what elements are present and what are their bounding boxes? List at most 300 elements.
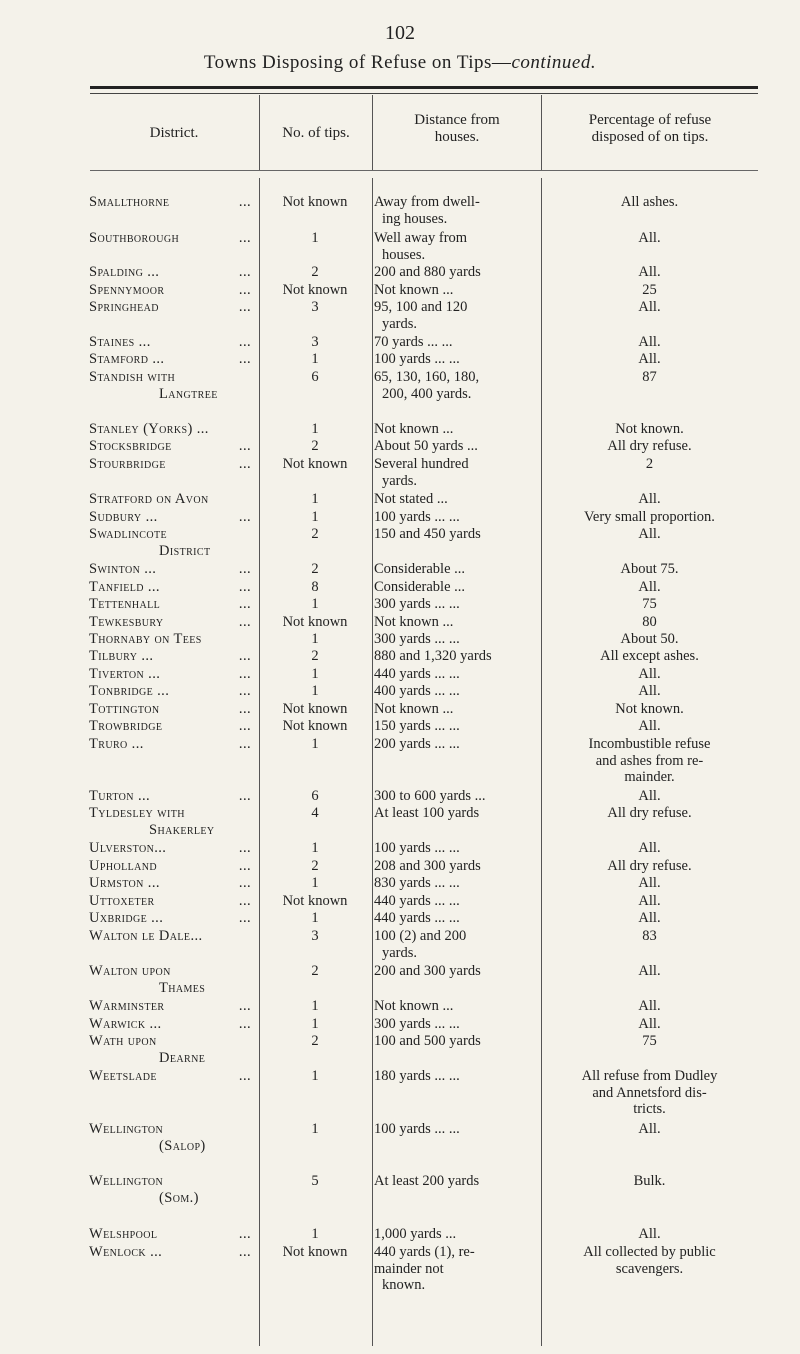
district-name-cont: ... bbox=[238, 736, 251, 752]
tips-cell: Not known bbox=[282, 1244, 348, 1260]
district-cell bbox=[89, 614, 259, 631]
district-name-cont: (Som.) bbox=[159, 1189, 199, 1206]
distance-line: 1,000 yards ... bbox=[374, 1226, 457, 1242]
percentage-cell bbox=[542, 561, 757, 578]
distance-cell bbox=[374, 963, 538, 980]
distance-cell bbox=[374, 334, 538, 351]
distance-cell bbox=[374, 579, 538, 596]
percentage-line: All. bbox=[638, 875, 661, 891]
district-name: Stanley (Yorks) ... bbox=[89, 421, 209, 437]
district-name: Sudbury ... bbox=[89, 509, 158, 525]
distance-line: houses. bbox=[382, 246, 426, 263]
distance-line: 440 yards ... ... bbox=[374, 666, 460, 682]
percentage-line: All dry refuse. bbox=[607, 858, 692, 874]
header-district: District. bbox=[149, 125, 199, 141]
district-name-cont: ... bbox=[238, 1068, 251, 1084]
district-name: Wellington bbox=[89, 1121, 164, 1137]
percentage-cell bbox=[542, 526, 757, 543]
tips-cell: 1 bbox=[311, 1068, 319, 1084]
percentage-cell bbox=[542, 299, 757, 316]
distance-line: Considerable ... bbox=[374, 579, 466, 595]
percentage-line: About 50. bbox=[620, 631, 679, 647]
tips-cell: 1 bbox=[311, 1226, 319, 1242]
distance-line: 95, 100 and 120 bbox=[374, 299, 468, 315]
tips-cell: Not known bbox=[282, 718, 348, 734]
percentage-line: All. bbox=[638, 666, 661, 682]
distance-line: 100 yards ... ... bbox=[374, 509, 460, 525]
percentage-cell bbox=[542, 579, 757, 596]
percentage-line: 2 bbox=[645, 456, 654, 472]
tips-cell: 2 bbox=[311, 648, 319, 664]
tips-cell: 6 bbox=[311, 788, 319, 804]
header-distance-line-2: houses. bbox=[434, 129, 480, 145]
percentage-cell bbox=[542, 1068, 757, 1118]
distance-line: 100 yards ... ... bbox=[374, 1121, 460, 1137]
distance-line: yards. bbox=[382, 472, 418, 489]
distance-cell bbox=[374, 230, 538, 263]
percentage-cell bbox=[542, 858, 757, 875]
district-name-cont: ... bbox=[238, 998, 251, 1014]
distance-cell bbox=[374, 631, 538, 648]
district-name-cont: ... bbox=[238, 718, 251, 734]
tips-cell: 1 bbox=[311, 910, 319, 926]
percentage-cell bbox=[542, 421, 757, 438]
distance-line: 100 and 500 yards bbox=[374, 1033, 481, 1049]
percentage-cell bbox=[542, 1244, 757, 1277]
district-name: Swadlincote bbox=[89, 526, 168, 542]
distance-cell bbox=[374, 561, 538, 578]
percentage-cell bbox=[542, 805, 757, 822]
tips-cell: Not known bbox=[282, 194, 348, 210]
district-name-cont: Thames bbox=[159, 979, 206, 996]
district-cell bbox=[89, 369, 259, 402]
district-name: Southborough bbox=[89, 230, 180, 246]
district-name: Tettenhall bbox=[89, 596, 161, 612]
district-cell bbox=[89, 1173, 259, 1206]
district-name: Standish with bbox=[89, 369, 176, 385]
tips-cell: 1 bbox=[311, 230, 319, 246]
distance-cell bbox=[374, 194, 538, 227]
distance-line: 400 yards ... ... bbox=[374, 683, 460, 699]
title-main: Towns Disposing of Refuse on Tips— bbox=[203, 52, 512, 73]
distance-line: Not known ... bbox=[374, 701, 454, 717]
percentage-cell bbox=[542, 282, 757, 299]
tips-cell: 1 bbox=[311, 491, 319, 507]
district-name: Tyldesley with bbox=[89, 805, 185, 821]
district-cell bbox=[89, 736, 259, 753]
percentage-cell bbox=[542, 351, 757, 368]
district-cell bbox=[89, 194, 259, 211]
percentage-cell bbox=[542, 1016, 757, 1033]
district-name: Upholland bbox=[89, 858, 157, 874]
district-name-cont: Langtree bbox=[159, 385, 218, 402]
distance-line: 65, 130, 160, 180, bbox=[374, 369, 480, 385]
distance-line: At least 200 yards bbox=[374, 1173, 480, 1189]
tips-cell: 1 bbox=[311, 1121, 319, 1137]
percentage-line: 75 bbox=[642, 596, 657, 612]
district-cell bbox=[89, 718, 259, 735]
district-name-cont: ... bbox=[238, 282, 251, 298]
percentage-line: All. bbox=[638, 1121, 661, 1137]
district-name: Truro ... bbox=[89, 736, 144, 752]
district-name-cont: ... bbox=[238, 858, 251, 874]
percentage-line: All. bbox=[638, 230, 661, 246]
percentage-line: All. bbox=[638, 840, 661, 856]
district-name-cont: ... bbox=[238, 893, 251, 909]
percentage-line: 87 bbox=[642, 369, 657, 385]
district-cell bbox=[89, 910, 259, 927]
distance-cell bbox=[374, 1121, 538, 1138]
percentage-line: All ashes. bbox=[620, 194, 679, 210]
percentage-line: scavengers. bbox=[615, 1260, 684, 1277]
district-cell bbox=[89, 701, 259, 718]
district-cell bbox=[89, 456, 259, 473]
percentage-line: All. bbox=[638, 579, 661, 595]
tips-cell: 2 bbox=[311, 561, 319, 577]
body-divider-1 bbox=[259, 178, 260, 1346]
distance-line: 300 yards ... ... bbox=[374, 596, 460, 612]
district-name-cont: ... bbox=[238, 1016, 251, 1032]
distance-line: Not known ... bbox=[374, 614, 454, 630]
district-name: Tonbridge ... bbox=[89, 683, 170, 699]
district-name: Walton upon bbox=[89, 963, 171, 979]
distance-line: 440 yards ... ... bbox=[374, 910, 460, 926]
distance-cell bbox=[374, 438, 538, 455]
tips-cell: 2 bbox=[311, 1033, 319, 1049]
tips-cell: 3 bbox=[311, 299, 319, 315]
tips-cell: 1 bbox=[311, 1016, 319, 1032]
tips-cell: Not known bbox=[282, 456, 348, 472]
distance-cell bbox=[374, 299, 538, 332]
distance-line: Not stated ... bbox=[374, 491, 448, 507]
distance-cell bbox=[374, 1068, 538, 1085]
distance-line: Several hundred bbox=[374, 456, 469, 472]
district-cell bbox=[89, 1068, 259, 1085]
tips-cell: 2 bbox=[311, 858, 319, 874]
distance-line: 300 to 600 yards ... bbox=[374, 788, 486, 804]
percentage-cell bbox=[542, 736, 757, 786]
district-cell bbox=[89, 491, 259, 508]
district-cell bbox=[89, 631, 259, 648]
district-name-cont: District bbox=[159, 542, 211, 559]
distance-line: 180 yards ... ... bbox=[374, 1068, 460, 1084]
district-name: Staines ... bbox=[89, 334, 151, 350]
district-name: Uttoxeter bbox=[89, 893, 155, 909]
percentage-line: 75 bbox=[642, 1033, 657, 1049]
district-cell bbox=[89, 1033, 259, 1066]
distance-cell bbox=[374, 264, 538, 281]
tips-cell: 4 bbox=[311, 805, 319, 821]
distance-line: 440 yards ... ... bbox=[374, 893, 460, 909]
percentage-line: All. bbox=[638, 910, 661, 926]
distance-cell bbox=[374, 491, 538, 508]
district-cell bbox=[89, 351, 259, 368]
tips-cell: 1 bbox=[311, 421, 319, 437]
district-name-cont: ... bbox=[238, 648, 251, 664]
district-name-cont: ... bbox=[238, 561, 251, 577]
header-distance-line-1: Distance from bbox=[414, 112, 500, 128]
percentage-cell bbox=[542, 910, 757, 927]
distance-line: mainder not bbox=[374, 1260, 444, 1277]
district-name-cont: Shakerley bbox=[149, 821, 215, 838]
district-name-cont: ... bbox=[238, 614, 251, 630]
district-name-cont: ... bbox=[238, 299, 251, 315]
percentage-line: 83 bbox=[642, 928, 657, 944]
district-cell bbox=[89, 299, 259, 316]
distance-line: Not known ... bbox=[374, 282, 454, 298]
distance-line: 100 (2) and 200 bbox=[374, 928, 467, 944]
distance-line: known. bbox=[382, 1277, 426, 1293]
percentage-cell bbox=[542, 928, 757, 945]
header-distance bbox=[373, 112, 541, 146]
district-name-cont: ... bbox=[238, 788, 251, 804]
percentage-line: All. bbox=[638, 264, 661, 280]
title-continued: continued. bbox=[511, 52, 597, 73]
district-name-cont: ... bbox=[238, 596, 251, 612]
percentage-cell bbox=[542, 701, 757, 718]
district-cell bbox=[89, 666, 259, 683]
tips-cell: 2 bbox=[311, 963, 319, 979]
percentage-line: and Annetsford dis- bbox=[592, 1084, 707, 1101]
district-name: Tottington bbox=[89, 701, 160, 717]
district-name: Urmston ... bbox=[89, 875, 160, 891]
distance-line: 830 yards ... ... bbox=[374, 875, 460, 891]
distance-line: yards. bbox=[382, 315, 418, 332]
percentage-line: All. bbox=[638, 526, 661, 542]
district-cell bbox=[89, 438, 259, 455]
distance-cell bbox=[374, 928, 538, 961]
percentage-cell bbox=[542, 596, 757, 613]
district-name-cont: ... bbox=[238, 840, 251, 856]
distance-cell bbox=[374, 1173, 538, 1190]
page-title bbox=[0, 52, 800, 74]
header-percentage-line-2: disposed of on tips. bbox=[591, 129, 709, 145]
district-name: Warwick ... bbox=[89, 1016, 162, 1032]
district-cell bbox=[89, 1016, 259, 1033]
district-cell bbox=[89, 648, 259, 665]
district-cell bbox=[89, 788, 259, 805]
percentage-cell bbox=[542, 194, 757, 211]
percentage-line: All collected by public bbox=[583, 1244, 716, 1260]
percentage-line: Very small proportion. bbox=[584, 509, 715, 525]
top-rule-thin bbox=[90, 93, 758, 94]
distance-cell bbox=[374, 456, 538, 489]
district-name-cont: ... bbox=[238, 334, 251, 350]
distance-cell bbox=[374, 683, 538, 700]
distance-cell bbox=[374, 421, 538, 438]
district-cell bbox=[89, 840, 259, 857]
district-cell bbox=[89, 526, 259, 559]
percentage-cell bbox=[542, 1121, 757, 1138]
district-cell bbox=[89, 683, 259, 700]
percentage-line: Not known. bbox=[615, 421, 684, 437]
percentage-cell bbox=[542, 666, 757, 683]
distance-line: 70 yards ... ... bbox=[374, 334, 453, 350]
tips-cell: 1 bbox=[311, 998, 319, 1014]
distance-line: Not known ... bbox=[374, 421, 454, 437]
district-name: Springhead bbox=[89, 299, 159, 315]
tips-cell: 1 bbox=[311, 509, 319, 525]
district-cell bbox=[89, 579, 259, 596]
percentage-line: All. bbox=[638, 998, 661, 1014]
tips-cell: 1 bbox=[311, 631, 319, 647]
tips-cell: 1 bbox=[311, 736, 319, 752]
distance-cell bbox=[374, 1244, 538, 1294]
percentage-line: All dry refuse. bbox=[607, 805, 692, 821]
district-cell bbox=[89, 875, 259, 892]
percentage-cell bbox=[542, 509, 757, 526]
tips-cell: 2 bbox=[311, 438, 319, 454]
distance-cell bbox=[374, 596, 538, 613]
district-name-cont: ... bbox=[238, 194, 251, 210]
district-cell bbox=[89, 928, 259, 945]
percentage-line: All. bbox=[638, 963, 661, 979]
distance-cell bbox=[374, 1016, 538, 1033]
distance-cell bbox=[374, 858, 538, 875]
district-name: Ulverston... bbox=[89, 840, 167, 856]
district-name: Wellington bbox=[89, 1173, 164, 1189]
district-cell bbox=[89, 805, 259, 838]
tips-cell: 1 bbox=[311, 666, 319, 682]
percentage-cell bbox=[542, 648, 757, 665]
distance-cell bbox=[374, 614, 538, 631]
district-name: Stratford on Avon bbox=[89, 491, 209, 507]
percentage-cell bbox=[542, 840, 757, 857]
district-name: Tanfield ... bbox=[89, 579, 160, 595]
district-name-cont: Dearne bbox=[159, 1049, 206, 1066]
tips-cell: 1 bbox=[311, 840, 319, 856]
district-name: Tiverton ... bbox=[89, 666, 161, 682]
district-name-cont: ... bbox=[238, 579, 251, 595]
district-name-cont: ... bbox=[238, 910, 251, 926]
distance-cell bbox=[374, 998, 538, 1015]
distance-line: 100 yards ... ... bbox=[374, 840, 460, 856]
distance-cell bbox=[374, 736, 538, 753]
district-name: Tewkesbury bbox=[89, 614, 164, 630]
tips-cell: 3 bbox=[311, 928, 319, 944]
distance-cell bbox=[374, 526, 538, 543]
percentage-line: All. bbox=[638, 334, 661, 350]
district-name-cont: ... bbox=[238, 1226, 251, 1242]
distance-line: 208 and 300 yards bbox=[374, 858, 481, 874]
distance-cell bbox=[374, 369, 538, 402]
district-name-cont: ... bbox=[238, 264, 251, 280]
district-name-cont: ... bbox=[238, 683, 251, 699]
percentage-cell bbox=[542, 788, 757, 805]
distance-cell bbox=[374, 1033, 538, 1050]
percentage-line: All. bbox=[638, 718, 661, 734]
percentage-line: All except ashes. bbox=[600, 648, 699, 664]
distance-line: 880 and 1,320 yards bbox=[374, 648, 492, 664]
district-name: Wath upon bbox=[89, 1033, 157, 1049]
percentage-line: All. bbox=[638, 351, 661, 367]
percentage-line: All. bbox=[638, 893, 661, 909]
district-name-cont: ... bbox=[238, 230, 251, 246]
percentage-line: and ashes from re- bbox=[595, 752, 704, 769]
distance-cell bbox=[374, 282, 538, 299]
percentage-cell bbox=[542, 1173, 757, 1190]
district-cell bbox=[89, 596, 259, 613]
district-cell bbox=[89, 230, 259, 247]
district-name: Warminster bbox=[89, 998, 165, 1014]
district-name-cont: ... bbox=[238, 875, 251, 891]
distance-line: Not known ... bbox=[374, 998, 454, 1014]
percentage-line: About 75. bbox=[620, 561, 679, 577]
tips-cell: 1 bbox=[311, 875, 319, 891]
district-cell bbox=[89, 1121, 259, 1154]
percentage-line: 80 bbox=[642, 614, 657, 630]
distance-cell bbox=[374, 840, 538, 857]
distance-line: At least 100 yards bbox=[374, 805, 480, 821]
tips-cell: 2 bbox=[311, 526, 319, 542]
distance-line: yards. bbox=[382, 944, 418, 961]
tips-cell: 2 bbox=[311, 264, 319, 280]
tips-cell: 6 bbox=[311, 369, 319, 385]
percentage-cell bbox=[542, 614, 757, 631]
percentage-cell bbox=[542, 1226, 757, 1243]
header-percentage-line-1: Percentage of refuse bbox=[588, 112, 712, 128]
distance-cell bbox=[374, 666, 538, 683]
distance-cell bbox=[374, 910, 538, 927]
district-name-cont: ... bbox=[238, 509, 251, 525]
distance-line: 200 and 880 yards bbox=[374, 264, 481, 280]
district-name-cont: ... bbox=[238, 456, 251, 472]
percentage-line: All. bbox=[638, 788, 661, 804]
tips-cell: 8 bbox=[311, 579, 319, 595]
distance-line: 300 yards ... ... bbox=[374, 1016, 460, 1032]
percentage-line: Bulk. bbox=[633, 1173, 666, 1189]
tips-cell: 1 bbox=[311, 596, 319, 612]
district-cell bbox=[89, 421, 259, 438]
distance-line: 150 and 450 yards bbox=[374, 526, 481, 542]
district-name-cont: ... bbox=[238, 438, 251, 454]
distance-cell bbox=[374, 1226, 538, 1243]
percentage-line: All dry refuse. bbox=[607, 438, 692, 454]
distance-line: Away from dwell- bbox=[374, 194, 480, 210]
district-name-cont: ... bbox=[238, 701, 251, 717]
percentage-cell bbox=[542, 875, 757, 892]
distance-line: 440 yards (1), re- bbox=[374, 1244, 475, 1260]
percentage-cell bbox=[542, 631, 757, 648]
distance-cell bbox=[374, 718, 538, 735]
district-name-cont: ... bbox=[238, 666, 251, 682]
percentage-cell bbox=[542, 893, 757, 910]
distance-line: Considerable ... bbox=[374, 561, 466, 577]
district-name: Turton ... bbox=[89, 788, 151, 804]
district-cell bbox=[89, 998, 259, 1015]
distance-line: About 50 yards ... bbox=[374, 438, 478, 454]
percentage-cell bbox=[542, 491, 757, 508]
district-cell bbox=[89, 1244, 259, 1261]
percentage-cell bbox=[542, 1033, 757, 1050]
percentage-line: All. bbox=[638, 491, 661, 507]
district-cell bbox=[89, 282, 259, 299]
tips-cell: 3 bbox=[311, 334, 319, 350]
district-name: Thornaby on Tees bbox=[89, 631, 202, 647]
distance-cell bbox=[374, 875, 538, 892]
district-cell bbox=[89, 264, 259, 281]
distance-line: ing houses. bbox=[382, 210, 448, 227]
percentage-line: mainder. bbox=[624, 769, 675, 785]
percentage-cell bbox=[542, 963, 757, 980]
distance-cell bbox=[374, 893, 538, 910]
distance-line: 200, 400 yards. bbox=[382, 385, 472, 402]
page-number: 102 bbox=[385, 22, 415, 44]
percentage-cell bbox=[542, 230, 757, 247]
distance-cell bbox=[374, 788, 538, 805]
district-name: Wenlock ... bbox=[89, 1244, 163, 1260]
top-rule-thick bbox=[90, 86, 758, 89]
